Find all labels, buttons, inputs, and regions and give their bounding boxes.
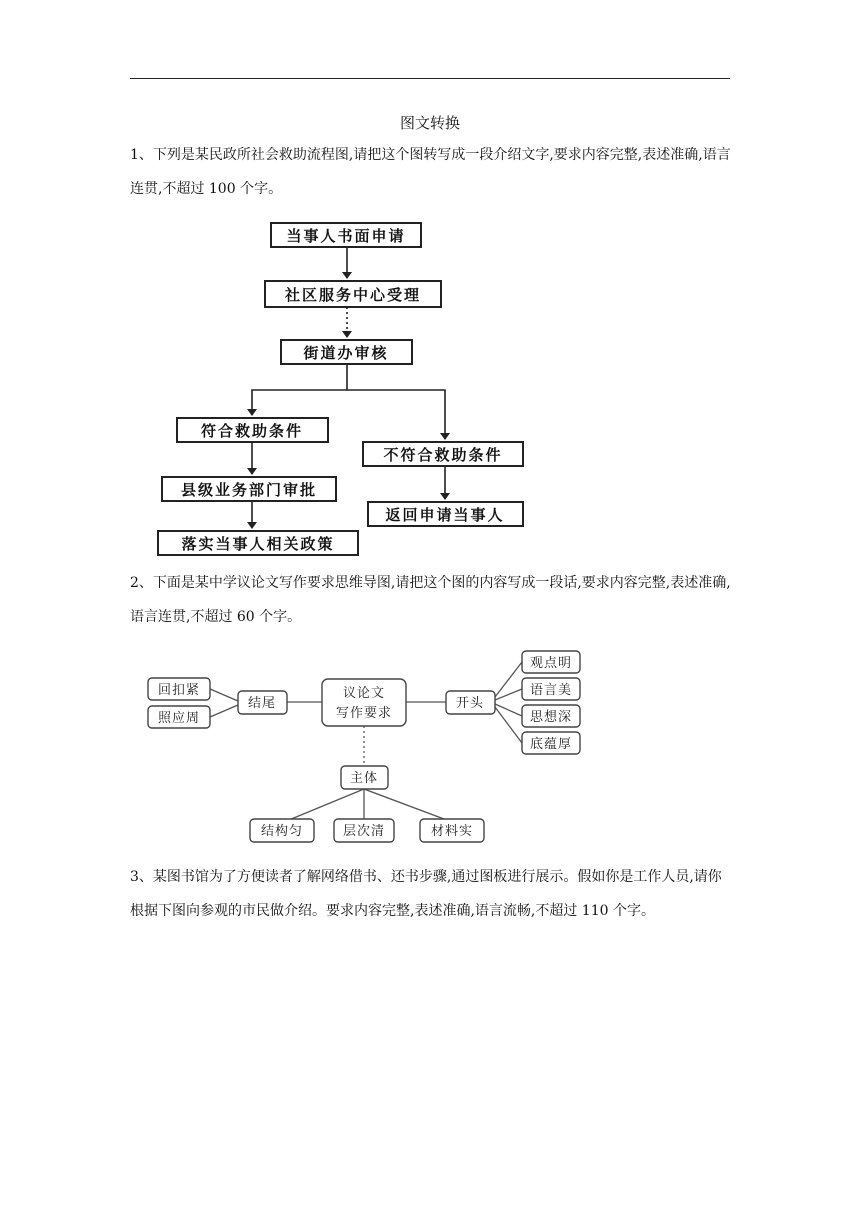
flowchart	[158, 223, 523, 555]
link-body-item-1	[284, 789, 364, 822]
mind-label-opening: 开头	[455, 696, 485, 711]
arrow-review-qualified	[252, 364, 347, 415]
question-3: 3、某图书馆为了方便读者了解网络借书、还书步骤,通过图板进行展示。假如你是工作人员,请你根据下图向参观的市民做介绍。要求内容完整,表述准确,语言流畅,不超过 110 个字。	[130, 869, 722, 919]
mind-label-body-item-3: 材料实	[430, 824, 474, 839]
mind-label-opening-item-1: 观点明	[529, 656, 573, 671]
flow-label-approve: 县级业务部门审批	[180, 481, 318, 499]
mind-label-body: 主体	[349, 771, 379, 786]
link-body-item-3	[364, 789, 452, 822]
mind-label-opening-item-4: 底蕴厚	[529, 737, 573, 752]
arrow-review-unqualified	[347, 390, 445, 438]
flow-label-qualified: 符合救助条件	[200, 422, 304, 440]
mind-label-body-item-2: 层次清	[342, 824, 386, 839]
mind-label-center-2: 写作要求	[335, 706, 393, 721]
flow-label-apply: 当事人书面申请	[286, 227, 406, 245]
page-title: 图文转换	[399, 114, 460, 132]
link-opening-item-2	[495, 689, 522, 700]
mind-label-opening-item-2: 语言美	[529, 683, 573, 698]
mind-label-ending-item-2: 照应周	[157, 711, 201, 726]
link-ending-item-1	[210, 689, 238, 701]
mind-label-center-1: 议论文	[342, 686, 386, 701]
mind-label-ending: 结尾	[247, 696, 277, 711]
link-opening-item-3	[495, 704, 522, 716]
link-ending-item-2	[210, 705, 238, 717]
mind-label-ending-item-1: 回扣紧	[157, 683, 201, 698]
link-opening-item-4	[495, 707, 522, 743]
flow-label-return: 返回申请当事人	[385, 506, 505, 524]
flow-label-review: 街道办审核	[303, 344, 389, 362]
question-1: 1、下列是某民政所社会救助流程图,请把这个图转写成一段介绍文字,要求内容完整,表述准确,语言连贯,不超过 100 个字。	[130, 147, 731, 197]
question-2: 2、下面是某中学议论文写作要求思维导图,请把这个图的内容写成一段话,要求内容完整,表述准确,语言连贯,不超过 60 个字。	[130, 575, 731, 625]
flow-label-implement: 落实当事人相关政策	[181, 535, 335, 553]
link-opening-item-1	[495, 662, 522, 697]
mind-label-body-item-1: 结构匀	[260, 824, 304, 839]
mindmap	[148, 651, 580, 842]
mind-label-opening-item-3: 思想深	[529, 710, 573, 725]
flow-label-accept: 社区服务中心受理	[284, 286, 422, 304]
flow-label-unqualified: 不符合救助条件	[383, 446, 503, 464]
